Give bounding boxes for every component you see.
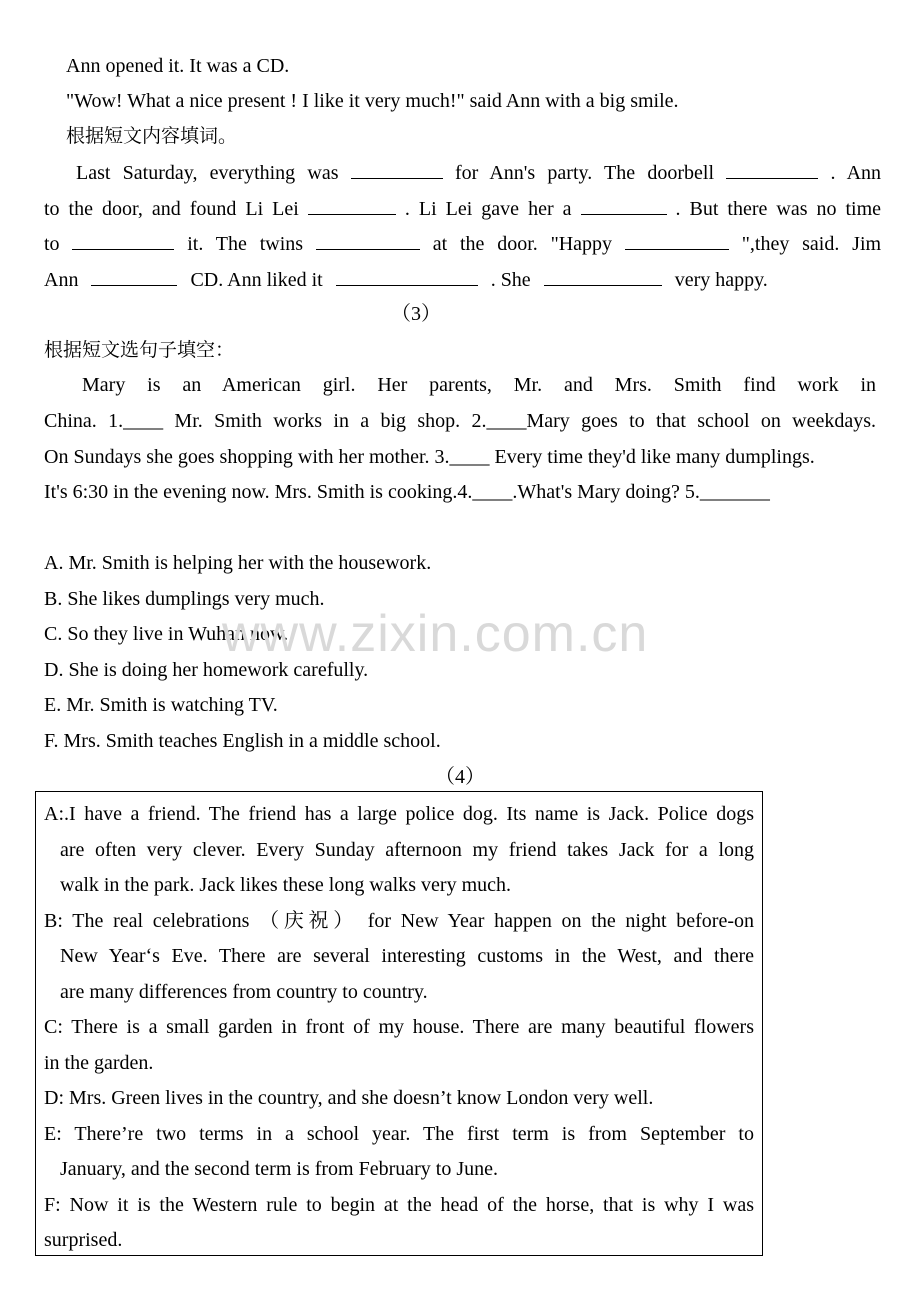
fill-line: to it. The twins at the door. "Happy ",they said. Jim — [44, 233, 881, 255]
passage-line: Mary is an American girl. Her parents, Mr. and Mrs. Smith find work in — [82, 374, 876, 396]
option-item: D. She is doing her homework carefully. — [44, 659, 369, 681]
box-line: C: There is a small garden in front of my house. There are many beautiful flowers — [44, 1016, 754, 1038]
story-line: "Wow! What a nice present ! I like it very much!" said Ann with a big smile. — [66, 90, 679, 112]
answer-blank[interactable] — [581, 196, 667, 215]
box-line: New Year‘s Eve. There are several interesting customs in the West, and there — [60, 945, 754, 967]
fill-line: Last Saturday, everything was for Ann's party. The doorbell . Ann — [76, 162, 881, 184]
section-instruction: 根据短文选句子填空： — [44, 339, 235, 361]
option-item: C. So they live in Wuhan now. — [44, 623, 289, 645]
task-instruction: 根据短文内容填词。 — [66, 125, 238, 147]
passage-line: China. 1.____ Mr. Smith works in a big shop. 2.____Mary goes to that school on weekdays. — [44, 410, 876, 432]
fill-line: to the door, and found Li Lei . Li Lei gave her a . But there was no time — [44, 198, 881, 220]
option-item: E. Mr. Smith is watching TV. — [44, 694, 278, 716]
fill-line: Ann CD. Ann liked it . She very happy. — [44, 269, 768, 291]
option-item: B. She likes dumplings very much. — [44, 588, 325, 610]
box-line: B: The real celebrations （庆祝） for New Year happen on the night before-on — [44, 910, 754, 932]
box-line: F: Now it is the Western rule to begin at the head of the horse, that is why I was — [44, 1194, 754, 1216]
answer-blank[interactable] — [726, 160, 818, 179]
box-line: are often very clever. Every Sunday afternoon my friend takes Jack for a long — [60, 839, 754, 861]
answer-blank[interactable] — [308, 196, 396, 215]
answer-blank[interactable] — [72, 231, 174, 250]
box-line: walk in the park. Jack likes these long walks very much. — [60, 874, 511, 896]
section-number: （3） — [391, 303, 441, 325]
box-line: are many differences from country to country. — [60, 981, 428, 1003]
answer-blank[interactable] — [91, 267, 177, 286]
story-line: Ann opened it. It was a CD. — [66, 55, 290, 77]
answer-blank[interactable] — [351, 160, 443, 179]
passage-line: It's 6:30 in the evening now. Mrs. Smith is cooking.4.____.What's Mary doing? 5._______ — [44, 481, 770, 503]
box-line: E: There’re two terms in a school year. The first term is from September to — [44, 1123, 754, 1145]
answer-blank[interactable] — [316, 231, 420, 250]
answer-blank[interactable] — [544, 267, 662, 286]
box-line: surprised. — [44, 1229, 123, 1251]
answer-blank[interactable] — [336, 267, 478, 286]
box-line: in the garden. — [44, 1052, 154, 1074]
box-line: January, and the second term is from February to June. — [60, 1158, 499, 1180]
paragraph-box — [35, 791, 763, 1256]
option-item: F. Mrs. Smith teaches English in a middle school. — [44, 730, 441, 752]
box-line: A:.I have a friend. The friend has a large police dog. Its name is Jack. Police dogs — [44, 803, 754, 825]
box-line: D: Mrs. Green lives in the country, and she doesn’t know London very well. — [44, 1087, 654, 1109]
option-item: A. Mr. Smith is helping her with the housework. — [44, 552, 432, 574]
passage-line: On Sundays she goes shopping with her mother. 3.____ Every time they'd like many dumplings. — [44, 446, 815, 468]
section-number: （4） — [435, 766, 485, 788]
watermark: www.zixin.com.cn — [222, 605, 649, 663]
answer-blank[interactable] — [625, 231, 729, 250]
